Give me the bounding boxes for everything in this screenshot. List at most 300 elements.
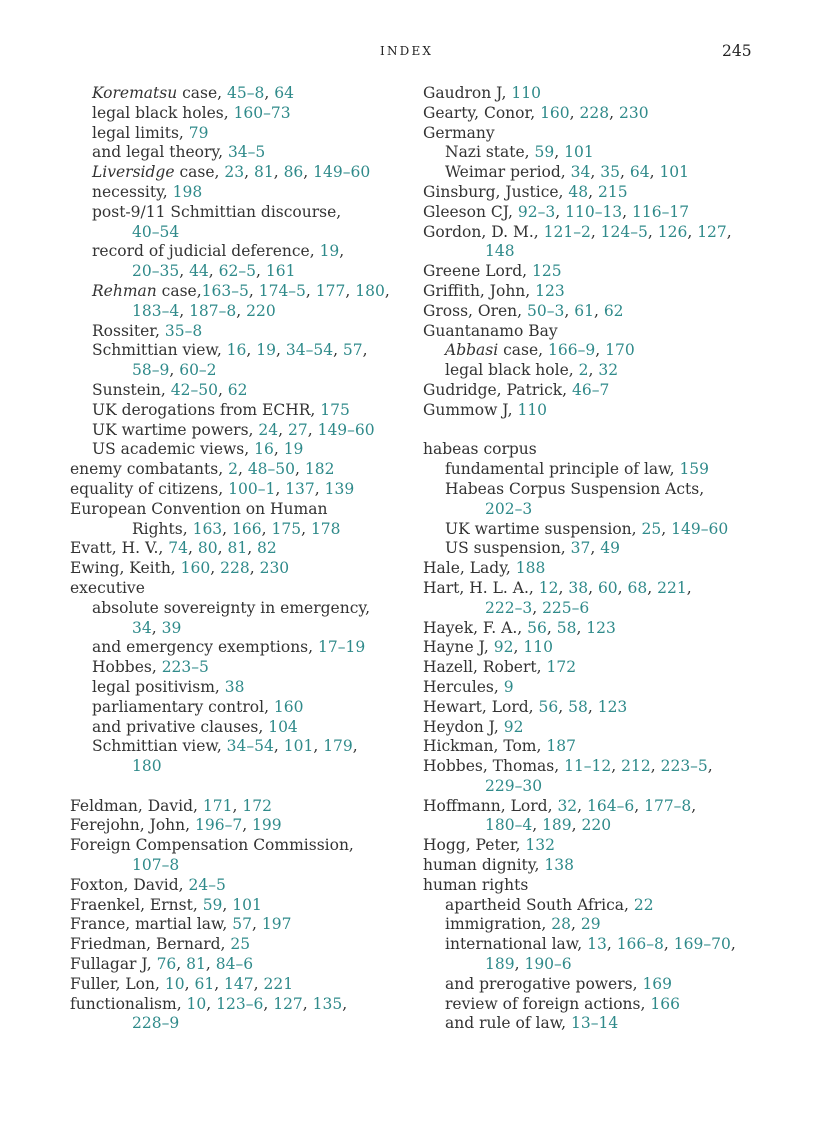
- index-subentry: Sunstein, 42–50, 62: [92, 380, 248, 399]
- page-locator[interactable]: 137: [285, 479, 315, 498]
- index-continuation: 20–35, 44, 62–5, 161: [132, 262, 296, 281]
- index-heading: [70, 836, 415, 856]
- page-locator[interactable]: 183–4: [132, 301, 180, 320]
- entry-text: habeas corpus: [423, 440, 537, 459]
- page-locator[interactable]: 34: [132, 618, 152, 637]
- entry-text: Weimar period,: [445, 163, 571, 182]
- page-locator[interactable]: 121–2: [543, 222, 591, 241]
- index-subentry: [70, 322, 415, 342]
- index-heading: enemy combatants, 2, 48–50, 182: [70, 460, 335, 479]
- page-locator[interactable]: 35: [600, 163, 620, 182]
- page-locator[interactable]: 220: [581, 816, 612, 835]
- index-subentry: [70, 143, 415, 163]
- page-locator[interactable]: 80: [197, 539, 218, 558]
- page-locator[interactable]: 34–54: [226, 737, 274, 756]
- page-locator[interactable]: 11–12: [564, 757, 612, 776]
- running-title: INDEX: [380, 44, 434, 58]
- entry-text: Gross, Oren,: [423, 301, 528, 320]
- page-locator[interactable]: 180: [132, 757, 162, 776]
- page-locator[interactable]: 58: [556, 618, 577, 637]
- page-locator[interactable]: 34: [570, 163, 591, 182]
- page-locator[interactable]: 13–14: [571, 1014, 619, 1033]
- page-locator[interactable]: 59: [534, 143, 555, 162]
- index-continuation: 183–4, 187–8, 220: [132, 301, 276, 320]
- index-heading: Evatt, H. V., 74, 80, 81, 82: [70, 539, 277, 558]
- page-locator[interactable]: 34–54: [285, 341, 334, 360]
- page-locator[interactable]: 59: [202, 895, 223, 914]
- index-continuation: 222–3, 225–6: [485, 598, 590, 617]
- page-locator[interactable]: 148: [485, 242, 515, 261]
- page-locator[interactable]: 28: [551, 915, 571, 934]
- page-locator[interactable]: 2: [228, 460, 238, 479]
- page-locator[interactable]: 187: [546, 737, 576, 756]
- page-locator[interactable]: 160: [180, 559, 211, 578]
- entry-text: Hazell, Robert,: [423, 658, 547, 677]
- page-locator[interactable]: 92–3: [517, 202, 556, 221]
- page-locator[interactable]: 189: [542, 816, 572, 835]
- page-locator[interactable]: 64: [629, 163, 650, 182]
- entry-text: case,: [177, 84, 228, 102]
- page-locator[interactable]: 46–7: [572, 380, 610, 399]
- page-locator[interactable]: 56: [527, 618, 547, 637]
- index-heading: [423, 282, 763, 302]
- entry-text: fundamental principle of law,: [445, 460, 680, 479]
- page-locator[interactable]: 127: [273, 994, 303, 1013]
- entry-text: human dignity,: [423, 856, 545, 875]
- entry-text: Hickman, Tom,: [423, 737, 547, 756]
- index-subentry: UK wartime powers, 24, 27, 149–60: [92, 420, 375, 439]
- page-locator[interactable]: 110: [511, 84, 541, 102]
- index-subentry: Weimar period, 34, 35, 64, 101: [445, 163, 690, 182]
- page-locator[interactable]: 164–6: [587, 796, 635, 815]
- page-locator[interactable]: 37: [570, 539, 591, 558]
- page-locator[interactable]: 228–9: [132, 1014, 180, 1033]
- entry-text: executive: [70, 578, 145, 597]
- page-locator[interactable]: 161: [265, 262, 296, 281]
- index-heading: Fullagar J, 76, 81, 84–6: [70, 955, 254, 974]
- entry-text: Hayek, F. A.,: [423, 618, 528, 637]
- index-continuation: [423, 500, 763, 520]
- page-locator[interactable]: 187–8: [189, 301, 237, 320]
- page-locator[interactable]: 223–5: [660, 757, 708, 776]
- page-locator[interactable]: 166–9: [548, 341, 596, 360]
- index-subentry: [70, 638, 415, 658]
- page-locator[interactable]: 196–7: [194, 816, 243, 835]
- page-locator[interactable]: 189: [485, 955, 515, 974]
- page-locator[interactable]: 212: [621, 757, 651, 776]
- entry-text: Gudridge, Patrick,: [423, 380, 573, 399]
- page-locator[interactable]: 76: [156, 955, 177, 974]
- page-locator[interactable]: 101: [564, 143, 594, 162]
- entry-text: equality of citizens,: [70, 479, 229, 498]
- entry-text: Friedman, Bernard,: [70, 935, 231, 954]
- trailing-comma: ,: [362, 341, 368, 360]
- page-locator[interactable]: 60: [597, 578, 618, 597]
- index-subentry: immigration, 28, 29: [445, 915, 601, 934]
- page-locator[interactable]: 81: [186, 955, 206, 974]
- entry-gap: [70, 777, 415, 797]
- page-locator[interactable]: 198: [172, 182, 203, 201]
- page-locator[interactable]: 38: [568, 578, 589, 597]
- page-locator[interactable]: 149–60: [313, 163, 371, 182]
- index-subentry: Liversidge case, 23, 81, 86, 149–60: [92, 163, 371, 182]
- index-heading: Gross, Oren, 50–3, 61, 62: [423, 301, 624, 320]
- page-locator[interactable]: 170: [605, 341, 635, 360]
- page-locator[interactable]: 20–35: [132, 262, 180, 281]
- page-locator[interactable]: 49: [600, 539, 620, 558]
- page-locator[interactable]: 179: [323, 737, 353, 756]
- page-locator[interactable]: 160: [273, 697, 304, 716]
- index-heading: [423, 440, 763, 460]
- index-subentry: [423, 480, 763, 500]
- index-heading: Hayek, F. A., 56, 58, 123: [423, 618, 616, 637]
- page-locator[interactable]: 19: [283, 440, 304, 459]
- page-locator[interactable]: 19: [319, 242, 340, 261]
- page-locator[interactable]: 39: [161, 618, 182, 637]
- page-locator[interactable]: 166–8: [616, 935, 664, 954]
- page-locator[interactable]: 110: [523, 638, 553, 657]
- page-locator[interactable]: 101: [232, 895, 262, 914]
- entry-text: Fraenkel, Ernst,: [70, 895, 203, 914]
- running-head: [0, 42, 816, 62]
- page-locator[interactable]: 169: [642, 974, 673, 993]
- index-subentry: Rehman case,163–5, 174–5, 177, 180,: [92, 281, 390, 300]
- page-locator[interactable]: 9: [503, 677, 514, 696]
- page-locator[interactable]: 172: [242, 796, 272, 815]
- index-continuation: [70, 1014, 415, 1034]
- page-locator[interactable]: 228: [579, 103, 610, 122]
- page-locator[interactable]: 104: [268, 717, 298, 736]
- page-locator[interactable]: 171: [202, 796, 233, 815]
- index-continuation: 180–4, 189, 220: [485, 816, 612, 835]
- page-locator[interactable]: 92: [503, 717, 524, 736]
- entry-text: Hobbes,: [92, 658, 162, 677]
- page-locator[interactable]: 220: [246, 301, 276, 320]
- page-locator[interactable]: 123: [535, 281, 565, 300]
- index-subentry: [70, 124, 415, 144]
- entry-text: and prerogative powers,: [445, 974, 643, 993]
- index-subentry: [70, 203, 415, 223]
- entry-text: Rossiter,: [92, 321, 165, 340]
- page-locator[interactable]: 180: [355, 281, 385, 300]
- page-locator[interactable]: 84–6: [215, 955, 254, 974]
- page-locator[interactable]: 139: [324, 479, 355, 498]
- entry-text: Gearty, Conor,: [423, 103, 541, 122]
- page-locator[interactable]: 64: [274, 84, 294, 102]
- entry-text: absolute sovereignty in emergency,: [92, 598, 370, 617]
- page-locator[interactable]: 228: [220, 559, 250, 578]
- page-locator[interactable]: 79: [188, 123, 209, 142]
- page-locator[interactable]: 50–3: [527, 301, 565, 320]
- page-locator[interactable]: 62–5: [218, 262, 256, 281]
- page-locator[interactable]: 199: [252, 816, 282, 835]
- page-locator[interactable]: 230: [618, 103, 649, 122]
- page-locator[interactable]: 182: [304, 460, 335, 479]
- page-locator[interactable]: 101: [659, 163, 690, 182]
- entry-text: Hart, H. L. A.,: [423, 578, 539, 597]
- index-heading: [423, 658, 763, 678]
- page-locator[interactable]: 40–54: [132, 222, 180, 241]
- page-locator[interactable]: 19: [256, 341, 276, 360]
- page-locator[interactable]: 68: [627, 578, 648, 597]
- page-locator[interactable]: 29: [580, 915, 601, 934]
- entry-text: Gleeson CJ,: [423, 202, 518, 221]
- entry-text: US academic views,: [92, 440, 255, 459]
- index-heading: [423, 718, 763, 738]
- page-locator[interactable]: 45–8: [227, 84, 265, 102]
- case-name: Korematsu: [92, 84, 178, 102]
- index-heading: [423, 84, 763, 104]
- page-locator[interactable]: 132: [525, 836, 556, 855]
- page-locator[interactable]: 16: [226, 341, 247, 360]
- page-locator[interactable]: 12: [538, 578, 559, 597]
- entry-text: Fuller, Lon,: [70, 974, 165, 993]
- page-locator[interactable]: 123: [597, 697, 628, 716]
- page-locator[interactable]: 166: [650, 994, 680, 1013]
- page-locator[interactable]: 174–5: [258, 281, 306, 300]
- entry-text: enemy combatants,: [70, 460, 229, 479]
- page-locator[interactable]: 100–1: [228, 479, 276, 498]
- index-subentry: [70, 242, 415, 262]
- page-locator[interactable]: 178: [310, 519, 341, 538]
- page-locator[interactable]: 222–3: [485, 598, 533, 617]
- index-heading: [423, 559, 763, 579]
- page-locator[interactable]: 74: [168, 539, 188, 558]
- index-column-left: [70, 84, 415, 1034]
- page-locator[interactable]: 32: [557, 796, 578, 815]
- page-locator[interactable]: 135: [312, 994, 343, 1013]
- entry-text: Schmittian view,: [92, 341, 227, 360]
- entry-text: and privative clauses,: [92, 717, 269, 736]
- entry-text: record of judicial deference,: [92, 242, 320, 261]
- page-locator[interactable]: 190–6: [524, 955, 572, 974]
- page-locator[interactable]: 221: [657, 578, 687, 597]
- entry-text: Hoffmann, Lord,: [423, 796, 558, 815]
- entry-text: Hewart, Lord,: [423, 697, 539, 716]
- page-locator[interactable]: 124–5: [600, 222, 648, 241]
- index-continuation: 58–9, 60–2: [132, 361, 217, 380]
- entry-gap: [423, 421, 763, 441]
- index-subentry: [423, 896, 763, 916]
- page-locator[interactable]: 92: [493, 638, 514, 657]
- page-locator[interactable]: 147: [224, 974, 254, 993]
- page-locator[interactable]: 62: [227, 380, 248, 399]
- index-continuation: [70, 757, 415, 777]
- entry-text: legal limits,: [92, 123, 189, 142]
- page-locator[interactable]: 125: [532, 262, 562, 281]
- entry-text: Rights,: [132, 519, 193, 538]
- entry-text: Hogg, Peter,: [423, 836, 526, 855]
- trailing-comma: ,: [726, 222, 732, 241]
- trailing-comma: ,: [730, 935, 736, 954]
- page-locator[interactable]: 215: [598, 182, 628, 201]
- page-locator[interactable]: 27: [287, 420, 308, 439]
- entry-text: human rights: [423, 875, 529, 894]
- page-locator[interactable]: 81: [227, 539, 248, 558]
- index-heading: [423, 856, 763, 876]
- page-locator[interactable]: 188: [515, 559, 546, 578]
- entry-text: Sunstein,: [92, 380, 171, 399]
- index-heading: [70, 876, 415, 896]
- entry-text: Schmittian view,: [92, 737, 227, 756]
- index-subentry: [70, 718, 415, 738]
- page-locator[interactable]: 110: [517, 400, 548, 419]
- entry-text: case,: [498, 341, 549, 360]
- page-locator[interactable]: 110–13: [565, 202, 623, 221]
- index-heading: [423, 876, 763, 896]
- index-heading: Gearty, Conor, 160, 228, 230: [423, 103, 649, 122]
- page-locator[interactable]: 160–73: [233, 103, 291, 122]
- page-locator[interactable]: 62: [603, 301, 624, 320]
- page-locator[interactable]: 159: [679, 460, 710, 479]
- index-heading: Gleeson CJ, 92–3, 110–13, 116–17: [423, 202, 690, 221]
- entry-text: Germany: [423, 123, 495, 142]
- page-locator[interactable]: 116–17: [632, 202, 690, 221]
- page-locator[interactable]: 44: [189, 262, 209, 281]
- page-locator[interactable]: 197: [261, 915, 292, 934]
- case-name: Rehman: [92, 281, 157, 300]
- page-locator[interactable]: 10: [164, 974, 185, 993]
- index-heading: [423, 678, 763, 698]
- page-locator[interactable]: 123–6: [216, 994, 264, 1013]
- index-heading: [423, 322, 763, 342]
- page-locator[interactable]: 38: [224, 677, 245, 696]
- page-locator[interactable]: 175: [271, 519, 302, 538]
- entry-text: apartheid South Africa,: [445, 895, 634, 914]
- page-locator[interactable]: 57: [342, 341, 363, 360]
- page-locator[interactable]: 25: [641, 519, 662, 538]
- page-locator[interactable]: 126: [657, 222, 688, 241]
- entry-text: Gaudron J,: [423, 84, 512, 102]
- case-name: Liversidge: [92, 163, 175, 182]
- page-locator[interactable]: 169–70: [673, 935, 731, 954]
- page-locator[interactable]: 34–5: [227, 143, 266, 162]
- index-heading: Fraenkel, Ernst, 59, 101: [70, 895, 262, 914]
- entry-text: Griffith, John,: [423, 281, 536, 300]
- entry-text: post-9/11 Schmittian discourse,: [92, 202, 342, 221]
- index-subentry: [70, 104, 415, 124]
- page-locator[interactable]: 180–4: [485, 816, 533, 835]
- page-locator[interactable]: 22: [633, 895, 654, 914]
- entry-text: parliamentary control,: [92, 697, 274, 716]
- page-locator[interactable]: 101: [283, 737, 314, 756]
- page-locator[interactable]: 138: [544, 856, 574, 875]
- page-locator[interactable]: 81: [253, 163, 274, 182]
- trailing-comma: ,: [691, 796, 697, 815]
- trailing-comma: ,: [352, 737, 358, 756]
- page-locator[interactable]: 25: [230, 935, 251, 954]
- index-subentry: [70, 678, 415, 698]
- index-continuation: 189, 190–6: [485, 955, 572, 974]
- index-subentry: [70, 599, 415, 619]
- index-heading: [423, 381, 763, 401]
- entry-text: necessity,: [92, 182, 173, 201]
- entry-text: Ferejohn, John,: [70, 816, 195, 835]
- page-locator[interactable]: 48–50: [247, 460, 296, 479]
- page-locator[interactable]: 24–5: [188, 875, 226, 894]
- page-locator[interactable]: 107–8: [132, 856, 180, 875]
- page-locator[interactable]: 48: [568, 182, 589, 201]
- entry-text: Gummow J,: [423, 400, 518, 419]
- page-locator[interactable]: 58–9: [132, 361, 170, 380]
- index-heading: Hewart, Lord, 56, 58, 123: [423, 697, 628, 716]
- page-locator[interactable]: 16: [254, 440, 274, 459]
- page-locator[interactable]: 23: [224, 163, 245, 182]
- entry-text: and legal theory,: [92, 143, 228, 162]
- page-locator[interactable]: 57: [232, 915, 252, 934]
- index-heading: France, martial law, 57, 197: [70, 915, 292, 934]
- index-continuation: [70, 856, 415, 876]
- page-locator[interactable]: 229–30: [485, 776, 543, 795]
- page-locator[interactable]: 32: [598, 361, 619, 380]
- page-locator[interactable]: 202–3: [485, 499, 533, 518]
- page-locator[interactable]: 230: [259, 559, 290, 578]
- entry-text: European Convention on Human: [70, 499, 328, 518]
- entry-text: US suspension,: [445, 539, 571, 558]
- page-locator[interactable]: 61: [574, 301, 594, 320]
- index-continuation: [70, 223, 415, 243]
- page-locator[interactable]: 123: [586, 618, 616, 637]
- index-subentry: [423, 995, 763, 1015]
- page-locator[interactable]: 24: [258, 420, 279, 439]
- page-locator[interactable]: 177–8: [644, 796, 692, 815]
- page-locator[interactable]: 2: [578, 361, 589, 380]
- page-locator[interactable]: 175: [320, 400, 350, 419]
- page-locator[interactable]: 17–19: [317, 638, 366, 657]
- page-locator[interactable]: 127: [697, 222, 727, 241]
- index-heading: [423, 737, 763, 757]
- page-locator[interactable]: 221: [263, 974, 294, 993]
- index-subentry: [70, 183, 415, 203]
- page-locator[interactable]: 82: [257, 539, 277, 558]
- entry-text: UK wartime powers,: [92, 420, 259, 439]
- page-locator[interactable]: 35–8: [164, 321, 203, 340]
- page-locator[interactable]: 163–5: [201, 281, 249, 300]
- page-locator[interactable]: 86: [283, 163, 304, 182]
- index-subentry: Schmittian view, 34–54, 101, 179,: [92, 737, 358, 756]
- index-column-right: [423, 84, 763, 1034]
- page-number: 245: [722, 42, 752, 60]
- page-locator[interactable]: 58: [568, 697, 588, 716]
- entry-text: legal black holes,: [92, 103, 234, 122]
- page-locator[interactable]: 160: [540, 103, 570, 122]
- entry-text: Evatt, H. V.,: [70, 539, 169, 558]
- index-heading: Hayne J, 92, 110: [423, 638, 553, 657]
- index-subentry: legal black hole, 2, 32: [445, 361, 619, 380]
- page-locator[interactable]: 149–60: [671, 519, 729, 538]
- index-subentry: UK wartime suspension, 25, 149–60: [445, 519, 729, 538]
- page-locator[interactable]: 225–6: [542, 598, 590, 617]
- page-locator[interactable]: 10: [186, 994, 207, 1013]
- page-locator[interactable]: 60–2: [179, 361, 217, 380]
- index-continuation: [423, 777, 763, 797]
- entry-text: Foreign Compensation Commission,: [70, 836, 354, 855]
- page-locator[interactable]: 166: [232, 519, 262, 538]
- page-locator[interactable]: 56: [538, 697, 559, 716]
- page-locator[interactable]: 42–50: [170, 380, 218, 399]
- case-name: Abbasi: [445, 341, 499, 360]
- page-locator[interactable]: 163: [192, 519, 223, 538]
- page-locator[interactable]: 172: [546, 658, 577, 677]
- page-locator[interactable]: 13: [587, 935, 607, 954]
- page-locator[interactable]: 61: [194, 974, 215, 993]
- page-locator[interactable]: 223–5: [161, 658, 209, 677]
- entry-text: UK wartime suspension,: [445, 519, 642, 538]
- page-locator[interactable]: 149–60: [317, 420, 375, 439]
- entry-text: Ginsburg, Justice,: [423, 182, 569, 201]
- entry-text: Hale, Lady,: [423, 559, 516, 578]
- page-locator[interactable]: 177: [315, 281, 346, 300]
